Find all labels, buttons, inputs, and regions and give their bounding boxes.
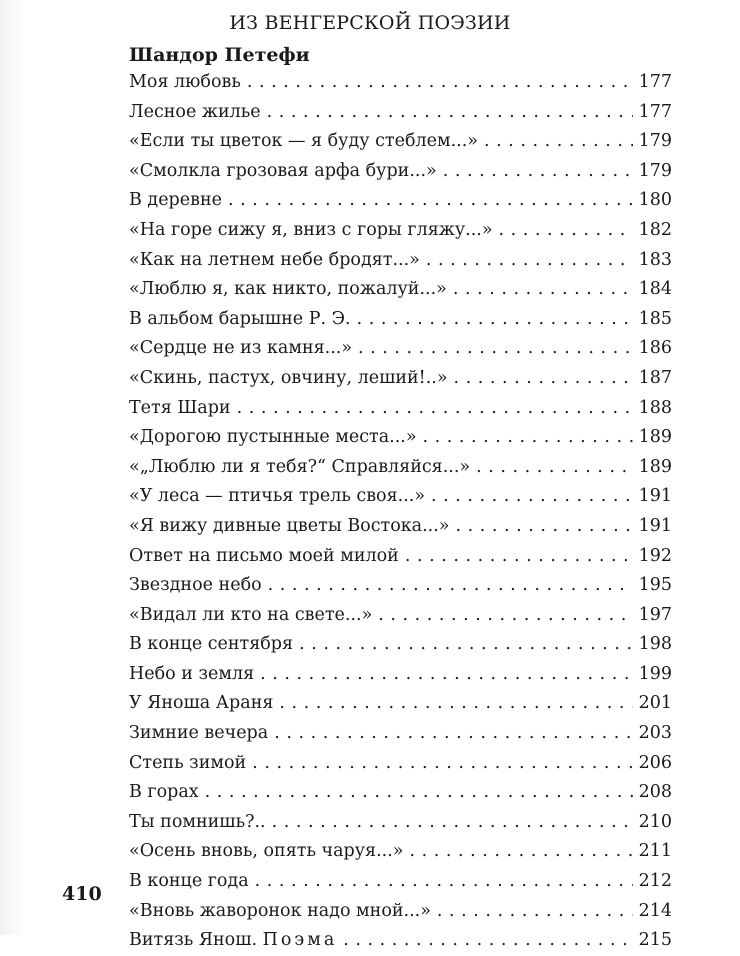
section-title: ИЗ ВЕНГЕРСКОЙ ПОЭЗИИ xyxy=(229,12,511,34)
toc-entry-page: 177 xyxy=(638,72,672,92)
toc-entry-title: В конце года xyxy=(129,871,249,892)
toc-entry-title: «Если ты цветок — я буду стеблем...» xyxy=(129,131,478,152)
leader-dots xyxy=(423,423,633,453)
toc-entry[interactable] xyxy=(129,482,672,512)
toc-entry-page: 215 xyxy=(638,930,672,951)
toc-entry-page: 197 xyxy=(638,604,672,625)
toc-entry-page: 191 xyxy=(638,486,672,507)
toc-entry-title: «Вновь жаворонок надо мной...» xyxy=(129,900,431,921)
toc-entry[interactable] xyxy=(129,127,672,157)
toc-entry-page: 208 xyxy=(638,782,672,803)
toc-entry-title: «Дорогою пустынные места...» xyxy=(129,427,417,448)
toc-entry-title: Ответ на письмо моей милой xyxy=(129,545,399,566)
leader-dots xyxy=(437,897,633,927)
toc-entry-title: Лесное жилье xyxy=(129,101,261,122)
toc-entry-title: «Скинь, пастух, овчину, леший!..» xyxy=(129,367,448,388)
toc-entry[interactable] xyxy=(129,749,672,779)
toc-entry-title: «Я вижу дивные цветы Востока...» xyxy=(129,515,450,536)
toc-entry-page: 201 xyxy=(638,693,672,714)
toc-entry-page: 212 xyxy=(638,871,672,892)
toc-entry[interactable] xyxy=(129,867,672,897)
toc-entry[interactable] xyxy=(129,542,672,572)
toc-entry-page: 188 xyxy=(638,397,672,418)
toc-entry-title: Небо и земля xyxy=(129,663,255,684)
toc-entry[interactable] xyxy=(129,897,672,927)
leader-dots xyxy=(456,512,633,542)
leader-dots xyxy=(499,216,633,246)
toc-entry-title: «У леса — птичья трель своя...» xyxy=(129,486,426,507)
leader-dots xyxy=(279,689,632,719)
toc-entry-title: Тетя Шари xyxy=(129,397,231,418)
toc-entry-title: Моя любовь xyxy=(129,72,241,92)
leader-dots xyxy=(272,808,633,838)
toc-entry-page: 177 xyxy=(638,101,672,122)
toc-entry[interactable] xyxy=(129,364,672,394)
toc-entry-title: «Смолкла грозовая арфа бури...» xyxy=(129,160,437,181)
toc-entry-last[interactable] xyxy=(129,926,672,956)
leader-dots xyxy=(247,68,633,98)
toc-entry-title: «Сердце не из камня...» xyxy=(129,338,353,359)
toc-entry[interactable] xyxy=(129,808,672,838)
toc-entry-page: 187 xyxy=(638,367,672,388)
toc-entry-page: 185 xyxy=(638,308,672,329)
toc-entry-page: 189 xyxy=(638,427,672,448)
toc-entry-page: 179 xyxy=(638,160,672,181)
toc-entry-title xyxy=(129,926,337,956)
leader-dots xyxy=(228,186,633,216)
toc-entry-title: У Яноша Араня xyxy=(129,693,274,714)
leader-dots xyxy=(453,275,633,305)
leader-dots xyxy=(431,482,633,512)
toc-entry-title: «На горе сижу я, вниз с горы гляжу...» xyxy=(129,219,493,240)
toc-entry-title: В альбом барышне Р. Э. xyxy=(129,308,351,329)
leader-dots xyxy=(484,127,633,157)
leader-dots xyxy=(443,157,633,187)
toc-entry-title: «Видал ли кто на свете...» xyxy=(129,604,373,625)
toc-entry[interactable] xyxy=(129,305,672,335)
toc-entry-title: В конце сентября xyxy=(129,634,294,655)
toc-entry-title: Ты помнишь?.. xyxy=(129,811,266,832)
leader-dots xyxy=(260,660,632,690)
leader-dots xyxy=(405,542,633,572)
author-heading: Шандор Петефи xyxy=(129,44,310,66)
page-edge-shadow xyxy=(0,0,26,935)
leader-dots xyxy=(205,778,633,808)
toc-entry[interactable] xyxy=(129,68,672,98)
toc-entry-genre: Поэма xyxy=(262,930,338,951)
toc-entry[interactable] xyxy=(129,660,672,690)
toc-entry[interactable] xyxy=(129,246,672,276)
toc-entry-page: 182 xyxy=(638,219,672,240)
toc-entry-page: 199 xyxy=(638,663,672,684)
toc-entry-page: 210 xyxy=(638,811,672,832)
leader-dots xyxy=(357,305,633,335)
leader-dots xyxy=(267,98,633,128)
toc-entry-title: Степь зимой xyxy=(129,752,247,773)
toc-entry[interactable] xyxy=(129,453,672,483)
page-number: 410 xyxy=(62,883,102,905)
toc-entry-title: «Люблю я, как никто, пожалуй...» xyxy=(129,279,447,300)
toc-entry-page: 191 xyxy=(638,515,672,536)
toc-entry[interactable] xyxy=(129,157,672,187)
leader-dots xyxy=(274,719,632,749)
leader-dots xyxy=(252,749,632,779)
toc-entry[interactable] xyxy=(129,778,672,808)
leader-dots xyxy=(268,571,633,601)
toc-entry-title: В горах xyxy=(129,782,199,803)
toc-entry-page: 214 xyxy=(638,900,672,921)
toc-entry[interactable] xyxy=(129,512,672,542)
leader-dots xyxy=(299,630,633,660)
toc-entry-title-main: Витязь Янош. xyxy=(129,930,258,951)
toc-entry[interactable] xyxy=(129,689,672,719)
toc-entry[interactable] xyxy=(129,571,672,601)
toc-entry-title: «Осень вновь, опять чаруя...» xyxy=(129,841,404,862)
toc-entry-page: 195 xyxy=(638,575,672,596)
toc-entry[interactable] xyxy=(129,630,672,660)
toc-entry-page: 203 xyxy=(638,723,672,744)
leader-dots xyxy=(426,246,633,276)
toc-entry-page: 186 xyxy=(638,338,672,359)
leader-dots xyxy=(237,394,633,424)
toc-entry-title: В деревне xyxy=(129,190,222,211)
leader-dots xyxy=(255,867,633,897)
toc-entry-title: Звездное небо xyxy=(129,575,262,596)
toc-entry[interactable] xyxy=(129,837,672,867)
toc-entry-title: «Как на летнем небе бродят...» xyxy=(129,249,420,270)
toc-entry[interactable] xyxy=(129,719,672,749)
toc-entry-page: 206 xyxy=(638,752,672,773)
toc-entry-page: 184 xyxy=(638,279,672,300)
leader-dots xyxy=(378,601,632,631)
leader-dots xyxy=(476,453,632,483)
toc-entry-page: 180 xyxy=(638,190,672,211)
leader-dots xyxy=(343,926,632,956)
toc-entry[interactable] xyxy=(129,186,672,216)
toc-entry-page: 211 xyxy=(638,841,672,862)
toc-entry[interactable] xyxy=(129,98,672,128)
toc-entry-page: 179 xyxy=(638,131,672,152)
toc-entry[interactable] xyxy=(129,601,672,631)
toc-entry-title: Зимние вечера xyxy=(129,723,269,744)
toc-entry[interactable] xyxy=(129,275,672,305)
leader-dots xyxy=(409,837,632,867)
toc-entry-title: «„Люблю ли я тебя?“ Справляйся...» xyxy=(129,456,471,477)
leader-dots xyxy=(358,334,633,364)
table-of-contents xyxy=(129,68,672,956)
toc-entry[interactable] xyxy=(129,394,672,424)
toc-entry-page: 192 xyxy=(638,545,672,566)
toc-entry[interactable] xyxy=(129,334,672,364)
toc-entry-page: 198 xyxy=(638,634,672,655)
toc-entry[interactable] xyxy=(129,216,672,246)
toc-entry-page: 183 xyxy=(638,249,672,270)
toc-entry-page: 189 xyxy=(638,456,672,477)
leader-dots xyxy=(454,364,633,394)
toc-entry[interactable] xyxy=(129,423,672,453)
